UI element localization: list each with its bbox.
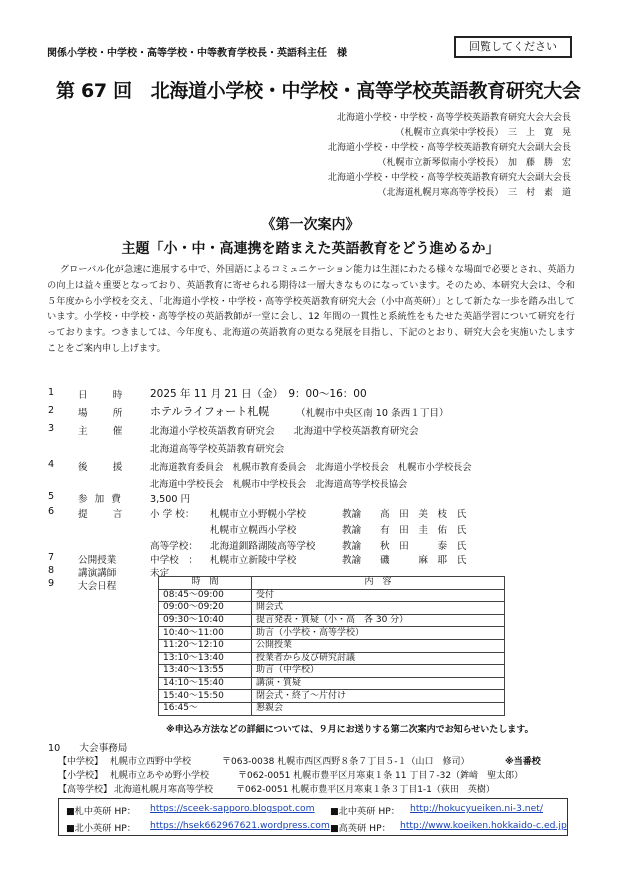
schedule-content: 助言（中学校） <box>252 665 505 678</box>
schedule-row <box>159 639 505 652</box>
schedule-time: 08:45～09:00 <box>159 589 252 602</box>
schedule-time: 11:20～12:10 <box>159 639 252 652</box>
link-url-hokuchuei[interactable]: http://hokucyueiken.ni-3.net/ <box>410 803 543 814</box>
schedule-content: 閉会式・終了～片付け <box>252 690 505 703</box>
schedule-content: 提言発表・質疑（小・高 各 30 分） <box>252 614 505 627</box>
office-school: 北海道札幌月寒高等学校 <box>114 785 214 795</box>
open-class-title: 教諭 <box>342 555 362 566</box>
schedule-content: 公開授業 <box>252 639 505 652</box>
item-number: 4 <box>48 459 55 470</box>
schedule-time: 16:45～ <box>159 702 252 715</box>
host-line-1: 北海道小学校英語教育研究会 北海道中学校英語教育研究会 <box>150 426 419 437</box>
office-host-note: ※当番校 <box>505 757 541 767</box>
proposal-name: 高 田 美 枝 氏 <box>380 509 467 520</box>
schedule-row <box>159 690 505 703</box>
item-label-venue: 場 所 <box>78 408 125 419</box>
venue-address: （札幌市中央区南 10 条西１丁目） <box>296 408 449 419</box>
link-url-sachuei[interactable]: https://sceek-sapporo.blogspot.com <box>150 803 315 814</box>
schedule-time: 13:10～13:40 <box>159 652 252 665</box>
item-number: 6 <box>48 506 55 517</box>
schedule-row <box>159 602 505 615</box>
support-line-1: 北海道教育委員会 札幌市教育委員会 北海道小学校長会 札幌市小学校長会 <box>150 462 472 473</box>
schedule-time: 14:10～15:40 <box>159 677 252 690</box>
organizer-role-2: 北海道小学校・中学校・高等学校英語教育研究大会副大会長 <box>327 143 571 153</box>
link-label-hokushoei: ■北小英研 HP： <box>66 823 136 834</box>
schedule-row <box>159 589 505 602</box>
theme-heading: 主題「小・中・高連携を踏まえた英語教育をどう進めるか」 <box>121 241 500 257</box>
proposal-name: 秋 田 泰 氏 <box>380 541 467 552</box>
organizer-name-2: （札幌市立新琴似南小学校長） 加 藤 勝 宏 <box>377 158 571 168</box>
link-label-koeiken: ■高英研 HP： <box>330 823 391 834</box>
item-label-open-class: 公開授業 <box>78 555 117 566</box>
schedule-content: 授業者から及び研究討議 <box>252 652 505 665</box>
proposal-title: 教諭 <box>342 509 362 520</box>
item-label-date: 日 時 <box>78 390 125 401</box>
venue-name: ホテルライフォート札幌 <box>150 405 270 418</box>
schedule-content: 懇親会 <box>252 702 505 715</box>
link-label-sachuei: ■札中英研 HP： <box>66 806 136 817</box>
schedule-header-time: 時 間 <box>159 577 252 590</box>
support-line-2: 北海道中学校長会 札幌市中学校長会 北海道高等学校長協会 <box>150 479 408 490</box>
addressee-line: 関係小学校・中学校・高等学校・中等教育学校長・英語科主任 様 <box>47 48 347 59</box>
organizer-name-3: （北海道札幌月寒高等学校長） 三 村 素 道 <box>377 188 571 198</box>
schedule-time: 10:40～11:00 <box>159 627 252 640</box>
schedule-row <box>159 665 505 678</box>
item-number: 1 <box>48 387 55 398</box>
organizer-role-1: 北海道小学校・中学校・高等学校英語教育研究大会大会長 <box>336 113 571 123</box>
schedule-time: 15:40～15:50 <box>159 690 252 703</box>
item-label-support: 後 援 <box>78 462 125 473</box>
schedule-header-row <box>159 577 505 590</box>
open-class-category: 中学校 ： <box>150 555 198 566</box>
schedule-table <box>158 576 505 716</box>
schedule-note: ※申込み方法などの詳細については、９月にお送りする第二次案内でお知らせいたします。 <box>166 725 534 735</box>
office-label: 【中学校】 <box>58 757 104 767</box>
link-url-hokushoei[interactable]: https://hsek662967621.wordpress.com <box>150 820 330 831</box>
item-label-fee: 参 加 費 <box>78 494 123 505</box>
notice-title: 《第一次案内》 <box>261 217 360 233</box>
event-date: 2025 年 11 月 21 日（金） 9：00～16：00 <box>150 388 367 400</box>
item-number: 9 <box>48 578 55 589</box>
item-number: 5 <box>48 491 55 502</box>
office-school: 札幌市立西野中学校 <box>110 757 192 767</box>
item-label-proposal: 提 言 <box>78 509 125 520</box>
open-class-school: 札幌市立新陵中学校 <box>210 555 297 566</box>
office-label: 【小学校】 <box>58 771 104 781</box>
proposal-title: 教諭 <box>342 541 362 552</box>
proposal-school: 札幌市立小野幌小学校 <box>210 509 306 520</box>
schedule-time: 09:30～10:40 <box>159 614 252 627</box>
schedule-time: 09:00～09:20 <box>159 602 252 615</box>
schedule-time: 13:40～13:55 <box>159 665 252 678</box>
schedule-row <box>159 652 505 665</box>
schedule-content: 助言（小学校・高等学校） <box>252 627 505 640</box>
office-heading: 10 大会事務局 <box>48 743 128 754</box>
proposal-category: 小 学 校： <box>150 509 195 520</box>
schedule-row <box>159 677 505 690</box>
schedule-content: 講演・質疑 <box>252 677 505 690</box>
link-url-koeiken[interactable]: http://www.koeiken.hokkaido-c.ed.jp <box>400 820 567 831</box>
page-title: 第 67 回 北海道小学校・中学校・高等学校英語教育研究大会 <box>56 80 581 102</box>
item-number: 2 <box>48 405 55 416</box>
item-number: 8 <box>48 565 55 576</box>
schedule-row <box>159 627 505 640</box>
schedule-content: 受付 <box>252 589 505 602</box>
office-label: 【高等学校】 <box>58 785 113 795</box>
proposal-title: 教諭 <box>342 525 362 536</box>
fee-value: 3,500 円 <box>150 494 191 505</box>
schedule-header-content: 内 容 <box>252 577 505 590</box>
schedule-row <box>159 702 505 715</box>
item-label-lecturer: 講演講師 <box>78 568 117 579</box>
host-line-2: 北海道高等学校英語教育研究会 <box>150 444 285 455</box>
organizer-role-3: 北海道小学校・中学校・高等学校英語教育研究大会副大会長 <box>327 173 571 183</box>
item-number: 3 <box>48 423 55 434</box>
open-class-name: 磯 麻 耶 氏 <box>380 555 467 566</box>
item-number: 7 <box>48 552 55 563</box>
office-address: 〒063-0038 札幌市西区西野８条７丁目５-１（山口 修司） <box>222 757 470 767</box>
lecturer-value: 未定 <box>150 568 170 579</box>
circulate-box: 回覧してください <box>454 36 572 58</box>
item-label-schedule: 大会日程 <box>78 581 117 592</box>
organizer-name-1: （札幌市立真栄中学校長） 三 上 寛 晃 <box>395 128 571 138</box>
proposal-school: 北海道釧路湖陵高等学校 <box>210 541 316 552</box>
proposal-category: 高等学校： <box>150 541 198 552</box>
office-address: 〒062-0051 札幌市豊平区月寒東１条３丁目1-1（荻田 英樹） <box>236 785 495 795</box>
schedule-content: 開会式 <box>252 602 505 615</box>
proposal-name: 有 田 圭 佑 氏 <box>380 525 467 536</box>
proposal-school: 札幌市立幌西小学校 <box>210 525 297 536</box>
schedule-row <box>159 614 505 627</box>
link-label-hokuchuei: ■北中英研 HP： <box>330 806 400 817</box>
intro-paragraph: グローバル化が急速に進展する中で、外国語によるコミュニケーション能力は生涯にわたる様々な場面で必要とされ、英語力の向上は益々重要となっており、英語教育に寄せられる期待は一層大きなものになっています。そのため、本研究大会は、令和５年度から小学校を交え、「北海道小学校・中学校・高等学校英語教育研究大会（小中高英研）」として新たな一歩を踏み出しています。小学校・中学校・高等学校の英語教師が一堂に会し、12 年間の一貫性と系統性をもたせた英語学習について研究を行っております。つきましては、今年度も、北海道の英語教育の更なる発展を目指し、下記のとおり、研究大会を実施いたしますことをご案内申し上げます。 <box>47 264 575 354</box>
office-address: 〒062-0051 札幌市豊平区月寒東１条 11 丁目７-32（鉾﨑 聖太郎） <box>238 771 524 781</box>
office-school: 札幌市立あやめ野小学校 <box>110 771 210 781</box>
item-label-host: 主 催 <box>78 426 125 437</box>
